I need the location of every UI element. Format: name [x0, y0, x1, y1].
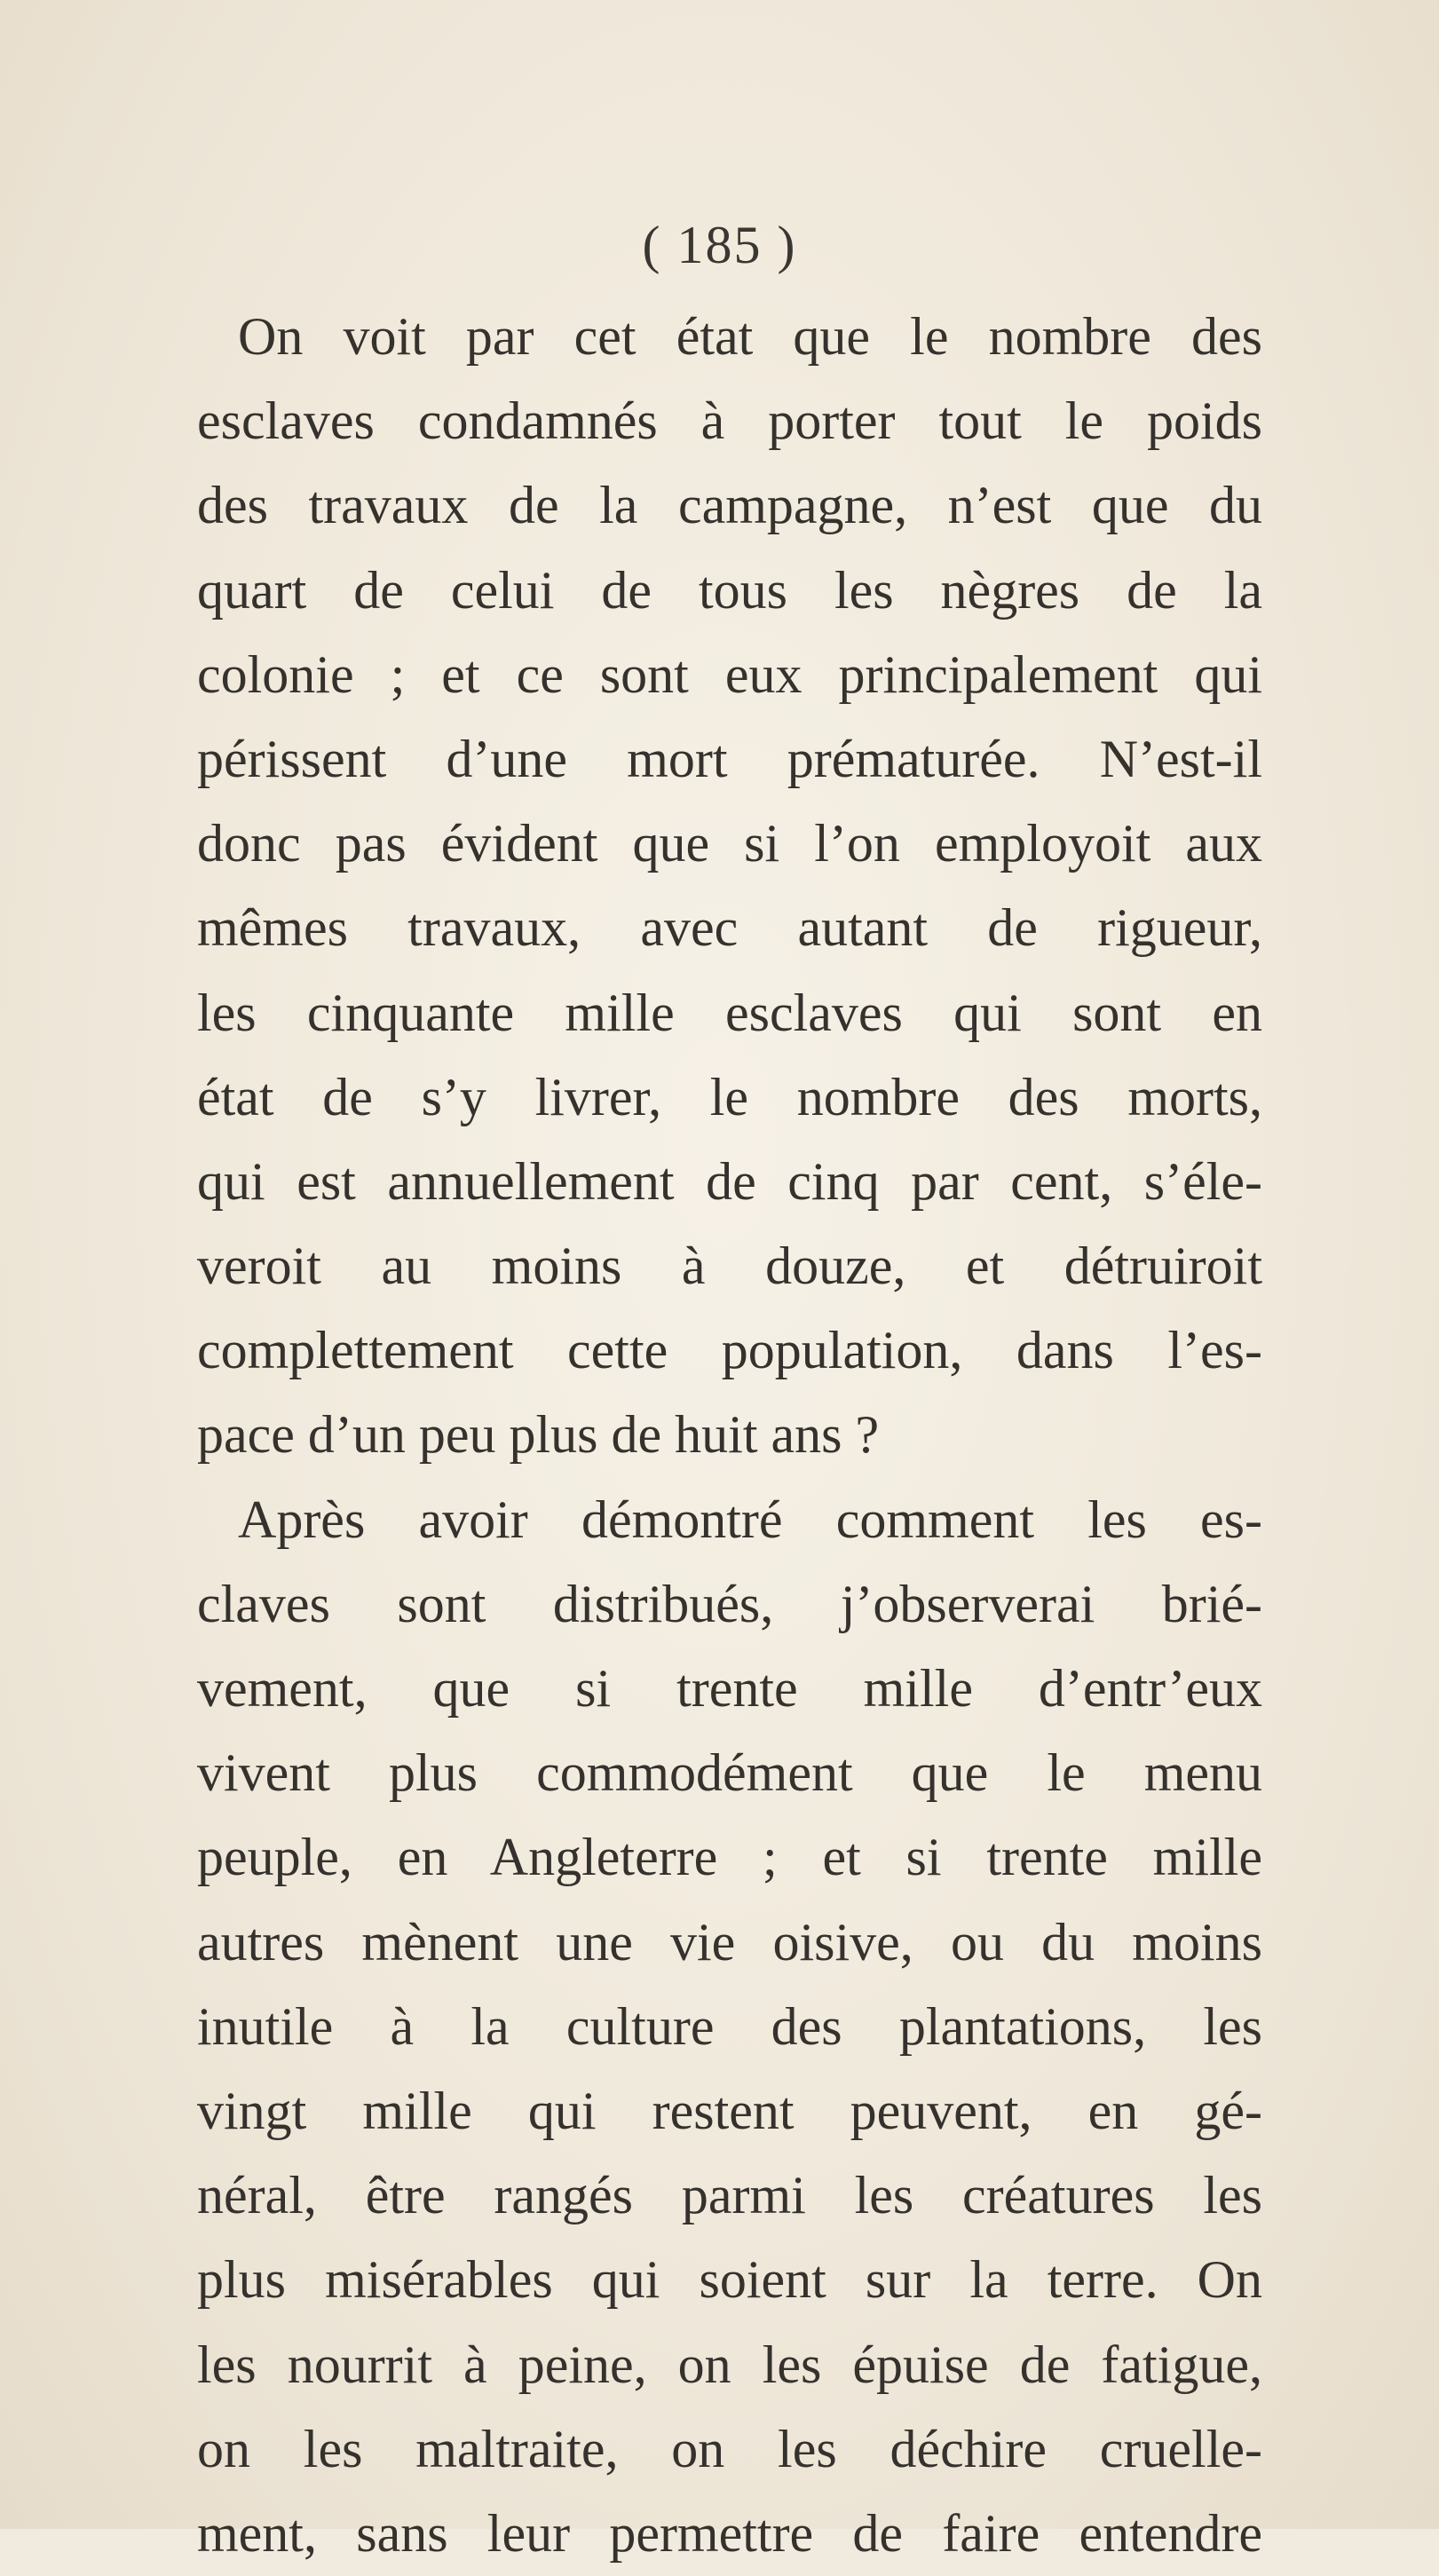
text-line: néral, être rangés parmi les créatures les — [197, 2166, 1262, 2225]
text-line: colonie ; et ce sont eux principalement qui — [197, 644, 1262, 704]
text-line: Après avoir démontré comment les es- — [238, 1489, 1262, 1549]
text-line: quart de celui de tous les nègres de la — [197, 560, 1262, 620]
text-line: complettement cette population, dans l’es- — [197, 1321, 1262, 1380]
text-line: On voit par cet état que le nombre des — [238, 307, 1262, 366]
text-line: pace d’un peu plus de huit ans ? — [197, 1405, 880, 1465]
text-line: peuple, en Angleterre ; et si trente mille — [197, 1828, 1262, 1887]
text-line: mêmes travaux, avec autant de rigueur, — [197, 898, 1262, 958]
text-line: état de s’y livrer, le nombre des morts, — [197, 1067, 1262, 1126]
text-line: donc pas évident que si l’on employoit aux — [197, 814, 1262, 873]
text-line: vingt mille qui restent peuvent, en gé- — [197, 2081, 1262, 2140]
text-line: plus misérables qui soient sur la terre. On — [197, 2250, 1262, 2310]
text-line: autres mènent une vie oisive, ou du moins — [197, 1912, 1262, 1972]
text-line: des travaux de la campagne, n’est que du — [197, 476, 1262, 535]
text-line: vement, que si trente mille d’entr’eux — [197, 1659, 1262, 1718]
body-text — [197, 295, 1262, 2576]
text-line: on les maltraite, on les déchire cruelle- — [197, 2419, 1262, 2478]
text-line: esclaves condamnés à porter tout le poids — [197, 391, 1262, 451]
text-line: les nourrit à peine, on les épuise de fatigue, — [197, 2335, 1262, 2394]
text-line: périssent d’une mort prématurée. N’est-il — [197, 729, 1262, 788]
text-line: les cinquante mille esclaves qui sont en — [197, 983, 1262, 1042]
page-number: ( 185 ) — [642, 216, 797, 274]
text-line: vivent plus commodément que le menu — [197, 1743, 1262, 1803]
text-line: ment, sans leur permettre de faire entendre — [197, 2503, 1262, 2563]
text-line: inutile à la culture des plantations, les — [197, 1996, 1262, 2056]
text-line: veroit au moins à douze, et détruiroit — [197, 1237, 1262, 1296]
text-line: claves sont distribués, j’observerai brié- — [197, 1574, 1262, 1633]
text-line: qui est annuellement de cinq par cent, s’éle- — [197, 1151, 1262, 1211]
